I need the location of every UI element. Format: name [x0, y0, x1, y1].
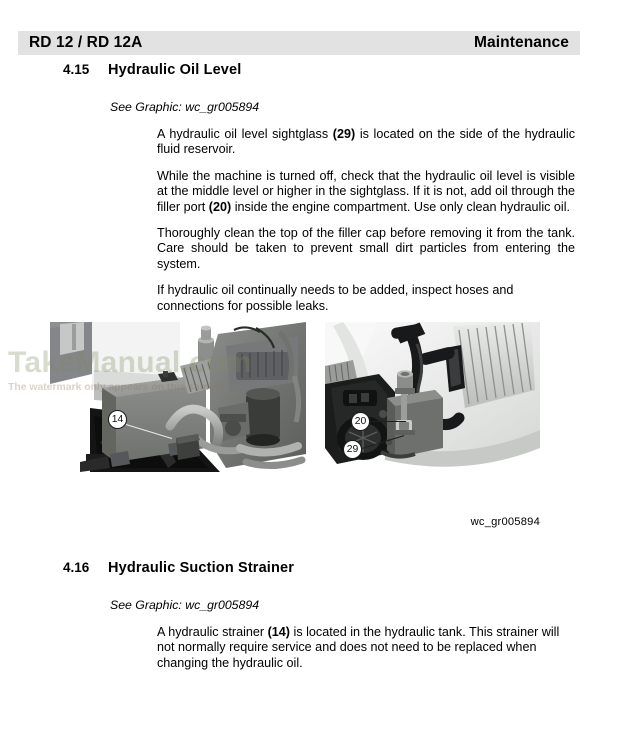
callout-reference: (29)	[332, 127, 356, 141]
callout-reference: (20)	[208, 199, 232, 214]
figure-left-panel	[50, 322, 310, 507]
body-paragraph	[157, 127, 575, 158]
callout-20: 20	[351, 412, 370, 431]
callout-14: 14	[108, 410, 127, 429]
header-model-label: RD 12 / RD 12A	[29, 34, 143, 51]
paragraph-text: A hydraulic strainer	[157, 625, 268, 639]
body-paragraph	[157, 226, 575, 272]
figure-caption: wc_gr005894	[470, 516, 540, 528]
section-heading	[63, 62, 624, 78]
see-graphic-ref: wc_gr005894	[185, 598, 260, 612]
figure-right-panel	[325, 322, 540, 507]
see-graphic-label: See Graphic:	[110, 100, 182, 114]
see-graphic-ref: wc_gr005894	[185, 100, 260, 114]
section-heading	[63, 560, 624, 576]
figure-wc-gr005894	[0, 318, 624, 548]
section-title: Hydraulic Oil Level	[108, 62, 242, 78]
section-number: 4.15	[63, 62, 90, 77]
see-graphic-reference	[110, 598, 624, 612]
paragraph-text: A hydraulic oil level sightglass	[157, 127, 333, 141]
section-number: 4.16	[63, 560, 90, 575]
section-title: Hydraulic Suction Strainer	[108, 560, 294, 576]
section-body	[157, 127, 575, 314]
body-paragraph	[157, 169, 575, 215]
callout-reference: (14)	[267, 625, 291, 639]
see-graphic-label: See Graphic:	[110, 598, 182, 612]
paragraph-text: Thoroughly clean the top of the filler cap before removing it from the tank. Care should be taken to prevent small dirt particles from entering the system.	[157, 226, 575, 271]
section-hydraulic-suction-strainer	[0, 560, 624, 671]
body-paragraph	[157, 283, 575, 314]
callout-leader-20	[370, 421, 406, 422]
paragraph-text: While the machine is turned off, check that the hydraulic oil level is visible at the middle level or higher in the sightglass. If it is not, add oil through the filler port	[157, 168, 575, 214]
section-body	[157, 625, 575, 671]
body-paragraph	[157, 625, 575, 671]
callout-29: 29	[343, 440, 362, 459]
paragraph-text: is located in the hydraulic tank. This strainer will not normally require service and does not need to be replaced when changing the hydraulic oil.	[157, 625, 560, 670]
see-graphic-reference	[110, 100, 624, 114]
paragraph-text: inside the engine compartment. Use only clean hydraulic oil.	[231, 199, 571, 214]
section-hydraulic-oil-level	[0, 62, 624, 314]
engine-compartment-illustration	[50, 322, 310, 507]
page-header	[18, 31, 580, 55]
watermark-sub-text: The watermark only appears on this sample	[8, 382, 224, 393]
paragraph-text: is located on the side of the hydraulic fluid reservoir.	[157, 127, 575, 157]
paragraph-text: If hydraulic oil continually needs to be added, inspect hoses and connections for possible leaks.	[157, 283, 514, 313]
header-chapter-label: Maintenance	[474, 34, 569, 51]
watermark-main-text: TakeManual.com	[8, 346, 252, 379]
